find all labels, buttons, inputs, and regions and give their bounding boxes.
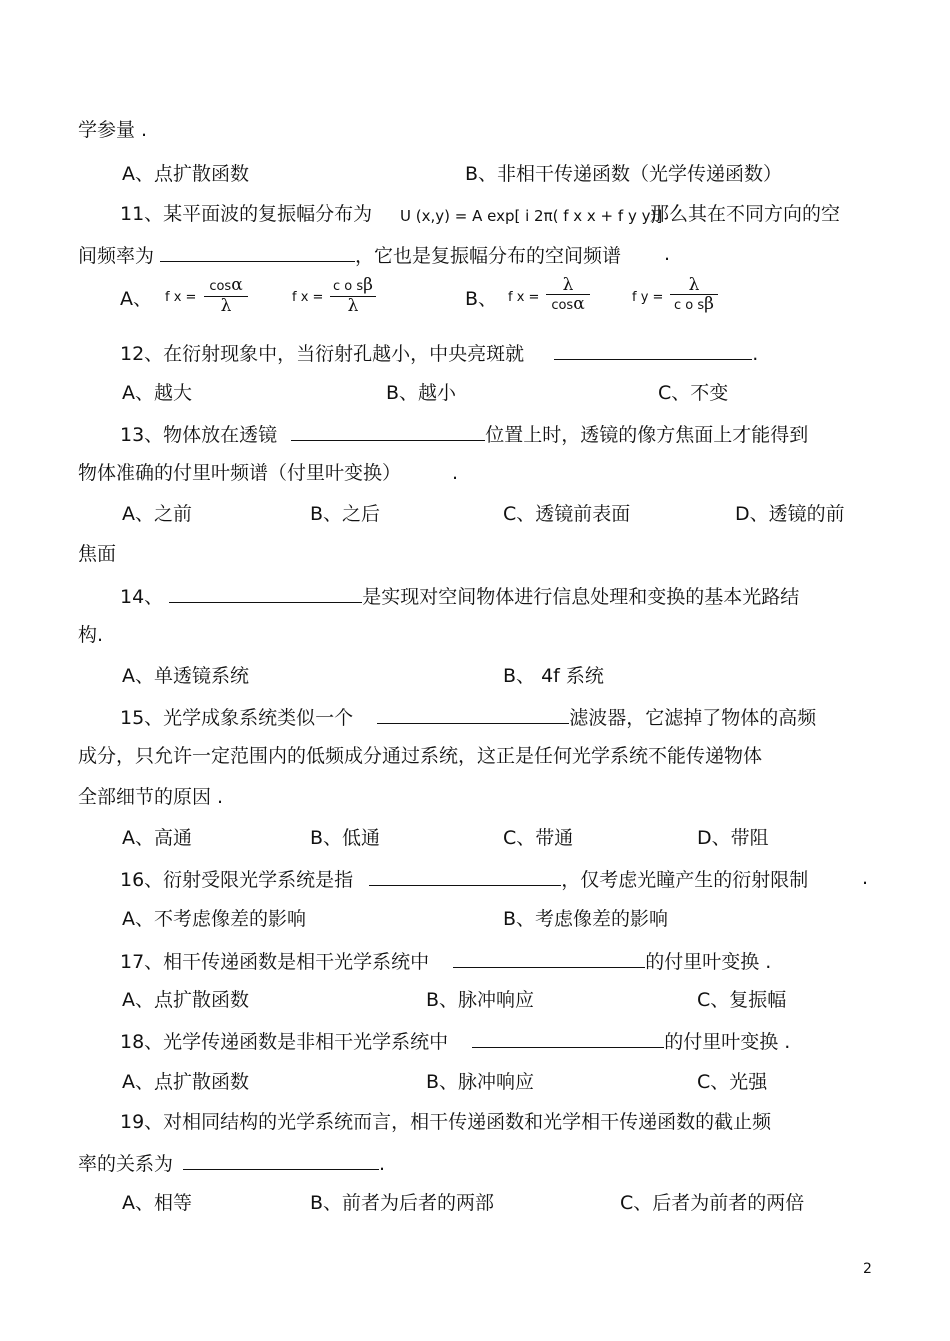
answer-blank[interactable]	[369, 866, 561, 886]
text-span: .	[752, 343, 759, 365]
option-d-continued: 焦面	[78, 543, 117, 565]
lambda-symbol: λ	[347, 296, 359, 316]
math-fx: f x =	[165, 290, 197, 305]
line-end-period: .	[452, 462, 459, 484]
option-a: A、之前	[122, 503, 192, 525]
math-fx: f x =	[292, 290, 324, 305]
page-number: 2	[863, 1261, 872, 1277]
question-12	[120, 340, 758, 366]
option-d: D、带阻	[697, 827, 769, 849]
option-a: A、不考虑像差的影响	[122, 908, 306, 930]
question-16	[120, 866, 808, 892]
text-span: 13、物体放在透镜	[120, 424, 278, 446]
text-span: 的付里叶变换 .	[645, 951, 772, 973]
beta-symbol: β	[704, 294, 714, 314]
option-c: C、复振幅	[697, 989, 787, 1011]
text-span: ，它也是复振幅分布的空间频谱	[355, 245, 622, 267]
option-c: C、不变	[658, 382, 729, 404]
question-13-line2: 物体准确的付里叶频谱（付里叶变换）	[78, 462, 402, 484]
question-15	[120, 704, 816, 730]
question-17	[120, 948, 771, 974]
option-b: B、脉冲响应	[426, 1071, 535, 1093]
text-span: 15、光学成象系统类似一个	[120, 707, 354, 729]
option-b: B、之后	[310, 503, 381, 525]
math-fx: f x =	[508, 290, 540, 305]
text-line: 学参量 .	[78, 119, 148, 141]
text-span: 16、衍射受限光学系统是指	[120, 869, 354, 891]
option-c: C、光强	[697, 1071, 768, 1093]
text-span: cos	[209, 279, 232, 294]
option-a: A、高通	[122, 827, 192, 849]
text-span: 12、在衍射现象中，当衍射孔越小，中央亮斑就	[120, 343, 525, 365]
question-18	[120, 1028, 790, 1054]
question-15-line3: 全部细节的原因 .	[78, 786, 224, 808]
option-b: B、 4f 系统	[503, 665, 604, 687]
question-14-line2: 构.	[78, 624, 104, 646]
math-fy: f y =	[632, 290, 664, 305]
text-span: 的付里叶变换 .	[664, 1031, 791, 1053]
answer-blank[interactable]	[183, 1150, 379, 1170]
fraction	[204, 275, 248, 316]
text-span: c o s	[674, 298, 705, 313]
answer-blank[interactable]	[291, 421, 485, 441]
option-b: B、	[465, 288, 498, 310]
line-end-period: .	[664, 243, 671, 265]
option-a: A、	[120, 288, 152, 310]
question-19-line2	[78, 1150, 385, 1176]
text-span: 是实现对空间物体进行信息处理和变换的基本光路结	[362, 586, 800, 608]
answer-blank[interactable]	[453, 948, 645, 968]
beta-symbol: β	[363, 275, 373, 295]
option-c: C、后者为前者的两倍	[620, 1192, 805, 1214]
text-span: 17、相干传递函数是相干光学系统中	[120, 951, 430, 973]
lambda-symbol: λ	[220, 296, 232, 316]
question-15-line2: 成分，只允许一定范围内的低频成分通过系统，这正是任何光学系统不能传递物体	[78, 745, 763, 767]
option-b: B、越小	[386, 382, 457, 404]
text-span: 间频率为	[78, 245, 155, 267]
answer-blank[interactable]	[377, 704, 569, 724]
fraction	[330, 275, 376, 316]
text-span: 18、光学传递函数是非相干光学系统中	[120, 1031, 449, 1053]
option-a: A、单透镜系统	[122, 665, 249, 687]
option-a: A、点扩散函数	[122, 989, 249, 1011]
lambda-symbol: λ	[546, 278, 590, 295]
option-a: A、相等	[122, 1192, 192, 1214]
answer-blank[interactable]	[160, 242, 355, 262]
option-c: C、带通	[503, 827, 574, 849]
lambda-symbol: λ	[670, 278, 718, 295]
option-a: A、点扩散函数	[122, 1071, 249, 1093]
fraction	[670, 275, 718, 314]
option-d: D、透镜的前	[735, 503, 845, 525]
question-11-formula: U (x,y) = A exp[ i 2π( f x x + f y y)]	[400, 207, 663, 225]
question-19: 19、对相同结构的光学系统而言，相干传递函数和光学相干传递函数的截止频	[120, 1111, 772, 1133]
alpha-symbol: α	[231, 275, 243, 295]
text-span: ，仅考虑光瞳产生的衍射限制	[561, 869, 809, 891]
text-span: cos	[551, 298, 574, 313]
text-span: 滤波器，它滤掉了物体的高频	[569, 707, 817, 729]
option-b: B、脉冲响应	[426, 989, 535, 1011]
question-11: 11、某平面波的复振幅分布为	[120, 203, 373, 225]
alpha-symbol: α	[573, 294, 585, 314]
text-span: 位置上时，透镜的像方焦面上才能得到	[485, 424, 809, 446]
answer-blank[interactable]	[169, 583, 362, 603]
option-b: B、前者为后者的两部	[310, 1192, 495, 1214]
option-a: A、越大	[122, 382, 192, 404]
fraction	[546, 275, 590, 314]
line-end-period: .	[862, 867, 869, 889]
question-13	[120, 421, 808, 447]
option-a: A、点扩散函数	[122, 163, 249, 185]
option-b: B、考虑像差的影响	[503, 908, 669, 930]
option-b: B、低通	[310, 827, 381, 849]
question-14	[120, 583, 799, 609]
text-span: c o s	[333, 279, 364, 294]
option-b: B、非相干传递函数（光学传递函数）	[465, 163, 783, 185]
question-11-line2	[78, 242, 621, 268]
text-span: .	[379, 1153, 386, 1175]
option-c: C、透镜前表面	[503, 503, 631, 525]
answer-blank[interactable]	[554, 340, 752, 360]
question-11-continued: 那么其在不同方向的空	[650, 203, 841, 225]
answer-blank[interactable]	[472, 1028, 664, 1048]
text-span: 14、	[120, 586, 164, 608]
text-span: 率的关系为	[78, 1153, 174, 1175]
